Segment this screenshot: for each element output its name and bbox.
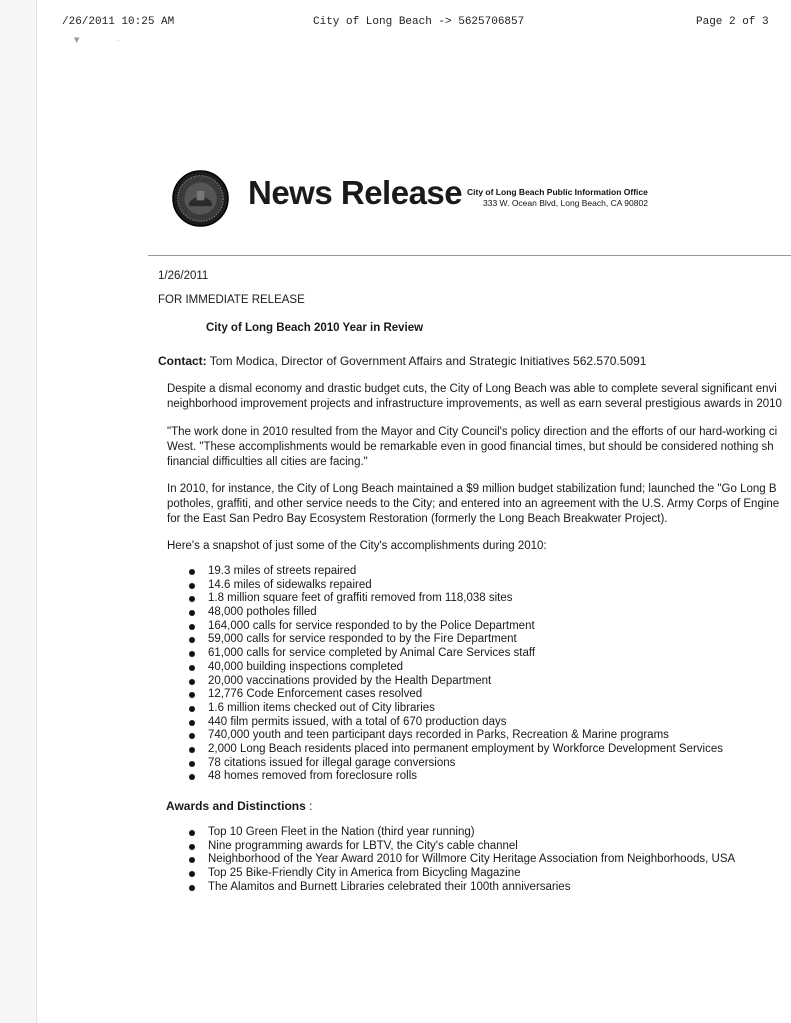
paragraph-line: In 2010, for instance, the City of Long Beach maintained a $9 million budget stabilization fund; launched the "Go Long B bbox=[167, 483, 777, 495]
release-date: 1/26/2011 bbox=[158, 270, 209, 282]
list-item: Top 25 Bike-Friendly City in America from Bicycling Magazine bbox=[188, 867, 735, 881]
fax-page-count: Page 2 of 3 bbox=[696, 16, 769, 28]
list-item: 48,000 potholes filled bbox=[188, 606, 723, 620]
paragraph-line: financial difficulties all cities are facing." bbox=[167, 456, 368, 468]
list-item: 1.8 million square feet of graffiti removed from 118,038 sites bbox=[188, 592, 723, 606]
contact-text: Tom Modica, Director of Government Affairs and Strategic Initiatives 562.570.5091 bbox=[206, 354, 647, 368]
list-item: 40,000 building inspections completed bbox=[188, 661, 723, 675]
office-address: 333 W. Ocean Blvd, Long Beach, CA 90802 bbox=[483, 198, 648, 208]
awards-heading: Awards and Distinctions bbox=[166, 799, 306, 813]
paragraph-line: potholes, graffiti, and other service needs to the City; and entered into an agreement with the U.S. Army Corps of Engine bbox=[167, 498, 780, 510]
fax-timestamp: /26/2011 10:25 AM bbox=[62, 16, 175, 28]
list-item: 2,000 Long Beach residents placed into permanent employment by Workforce Development Services bbox=[188, 743, 723, 757]
list-item: 20,000 vaccinations provided by the Health Department bbox=[188, 675, 723, 689]
release-status: FOR IMMEDIATE RELEASE bbox=[158, 294, 305, 306]
paragraph-line: for the East San Pedro Bay Ecosystem Restoration (formerly the Long Beach Breakwater Project). bbox=[167, 513, 668, 525]
fax-sender: City of Long Beach -> 5625706857 bbox=[313, 16, 525, 28]
paragraph-line: "The work done in 2010 resulted from the Mayor and City Council's policy direction and the efforts of our hard-working ci bbox=[167, 426, 778, 438]
paragraph-line: neighborhood improvement projects and infrastructure improvements, as well as earn several prestigious awards in 2010 bbox=[167, 398, 782, 410]
accomplishments-list bbox=[188, 565, 723, 784]
list-item: The Alamitos and Burnett Libraries celebrated their 100th anniversaries bbox=[188, 881, 735, 895]
paragraph-snapshot bbox=[167, 539, 791, 554]
office-name: City of Long Beach Public Information Office bbox=[467, 187, 648, 197]
list-item: 12,776 Code Enforcement cases resolved bbox=[188, 688, 723, 702]
list-item: 14.6 miles of sidewalks repaired bbox=[188, 579, 723, 593]
awards-heading-line bbox=[166, 799, 312, 813]
page-title: News Release bbox=[248, 174, 463, 211]
contact-label: Contact: bbox=[158, 354, 207, 368]
list-item: 164,000 calls for service responded to by the Police Department bbox=[188, 620, 723, 634]
list-item: Neighborhood of the Year Award 2010 for Willmore City Heritage Association from Neighborhoods, USA bbox=[188, 853, 735, 867]
headline: City of Long Beach 2010 Year in Review bbox=[206, 322, 424, 334]
awards-list bbox=[188, 826, 735, 894]
list-item: 78 citations issued for illegal garage conversions bbox=[188, 757, 723, 771]
list-item: 1.6 million items checked out of City libraries bbox=[188, 702, 723, 716]
paragraph-intro bbox=[167, 382, 791, 412]
paragraph-line: Despite a dismal economy and drastic budget cuts, the City of Long Beach was able to complete several significant envi bbox=[167, 383, 777, 395]
paragraph-line: West. "These accomplishments would be remarkable even in good financial times, but should be considered nothing sh bbox=[167, 441, 774, 453]
list-item: 48 homes removed from foreclosure rolls bbox=[188, 770, 723, 784]
scan-speck: ▼ bbox=[74, 36, 80, 44]
paragraph-line: Here's a snapshot of just some of the City's accomplishments during 2010: bbox=[167, 540, 547, 552]
list-item: Top 10 Green Fleet in the Nation (third year running) bbox=[188, 826, 735, 840]
list-item: Nine programming awards for LBTV, the City's cable channel bbox=[188, 840, 735, 854]
paragraph-instance bbox=[167, 482, 791, 527]
list-item: 61,000 calls for service completed by Animal Care Services staff bbox=[188, 647, 723, 661]
list-item: 59,000 calls for service responded to by the Fire Department bbox=[188, 633, 723, 647]
list-item: 19.3 miles of streets repaired bbox=[188, 565, 723, 579]
list-item: 440 film permits issued, with a total of 670 production days bbox=[188, 716, 723, 730]
scan-speck: · bbox=[117, 37, 120, 45]
list-item: 740,000 youth and teen participant days recorded in Parks, Recreation & Marine programs bbox=[188, 729, 723, 743]
paragraph-quote bbox=[167, 425, 791, 470]
awards-heading-colon: : bbox=[305, 799, 313, 813]
